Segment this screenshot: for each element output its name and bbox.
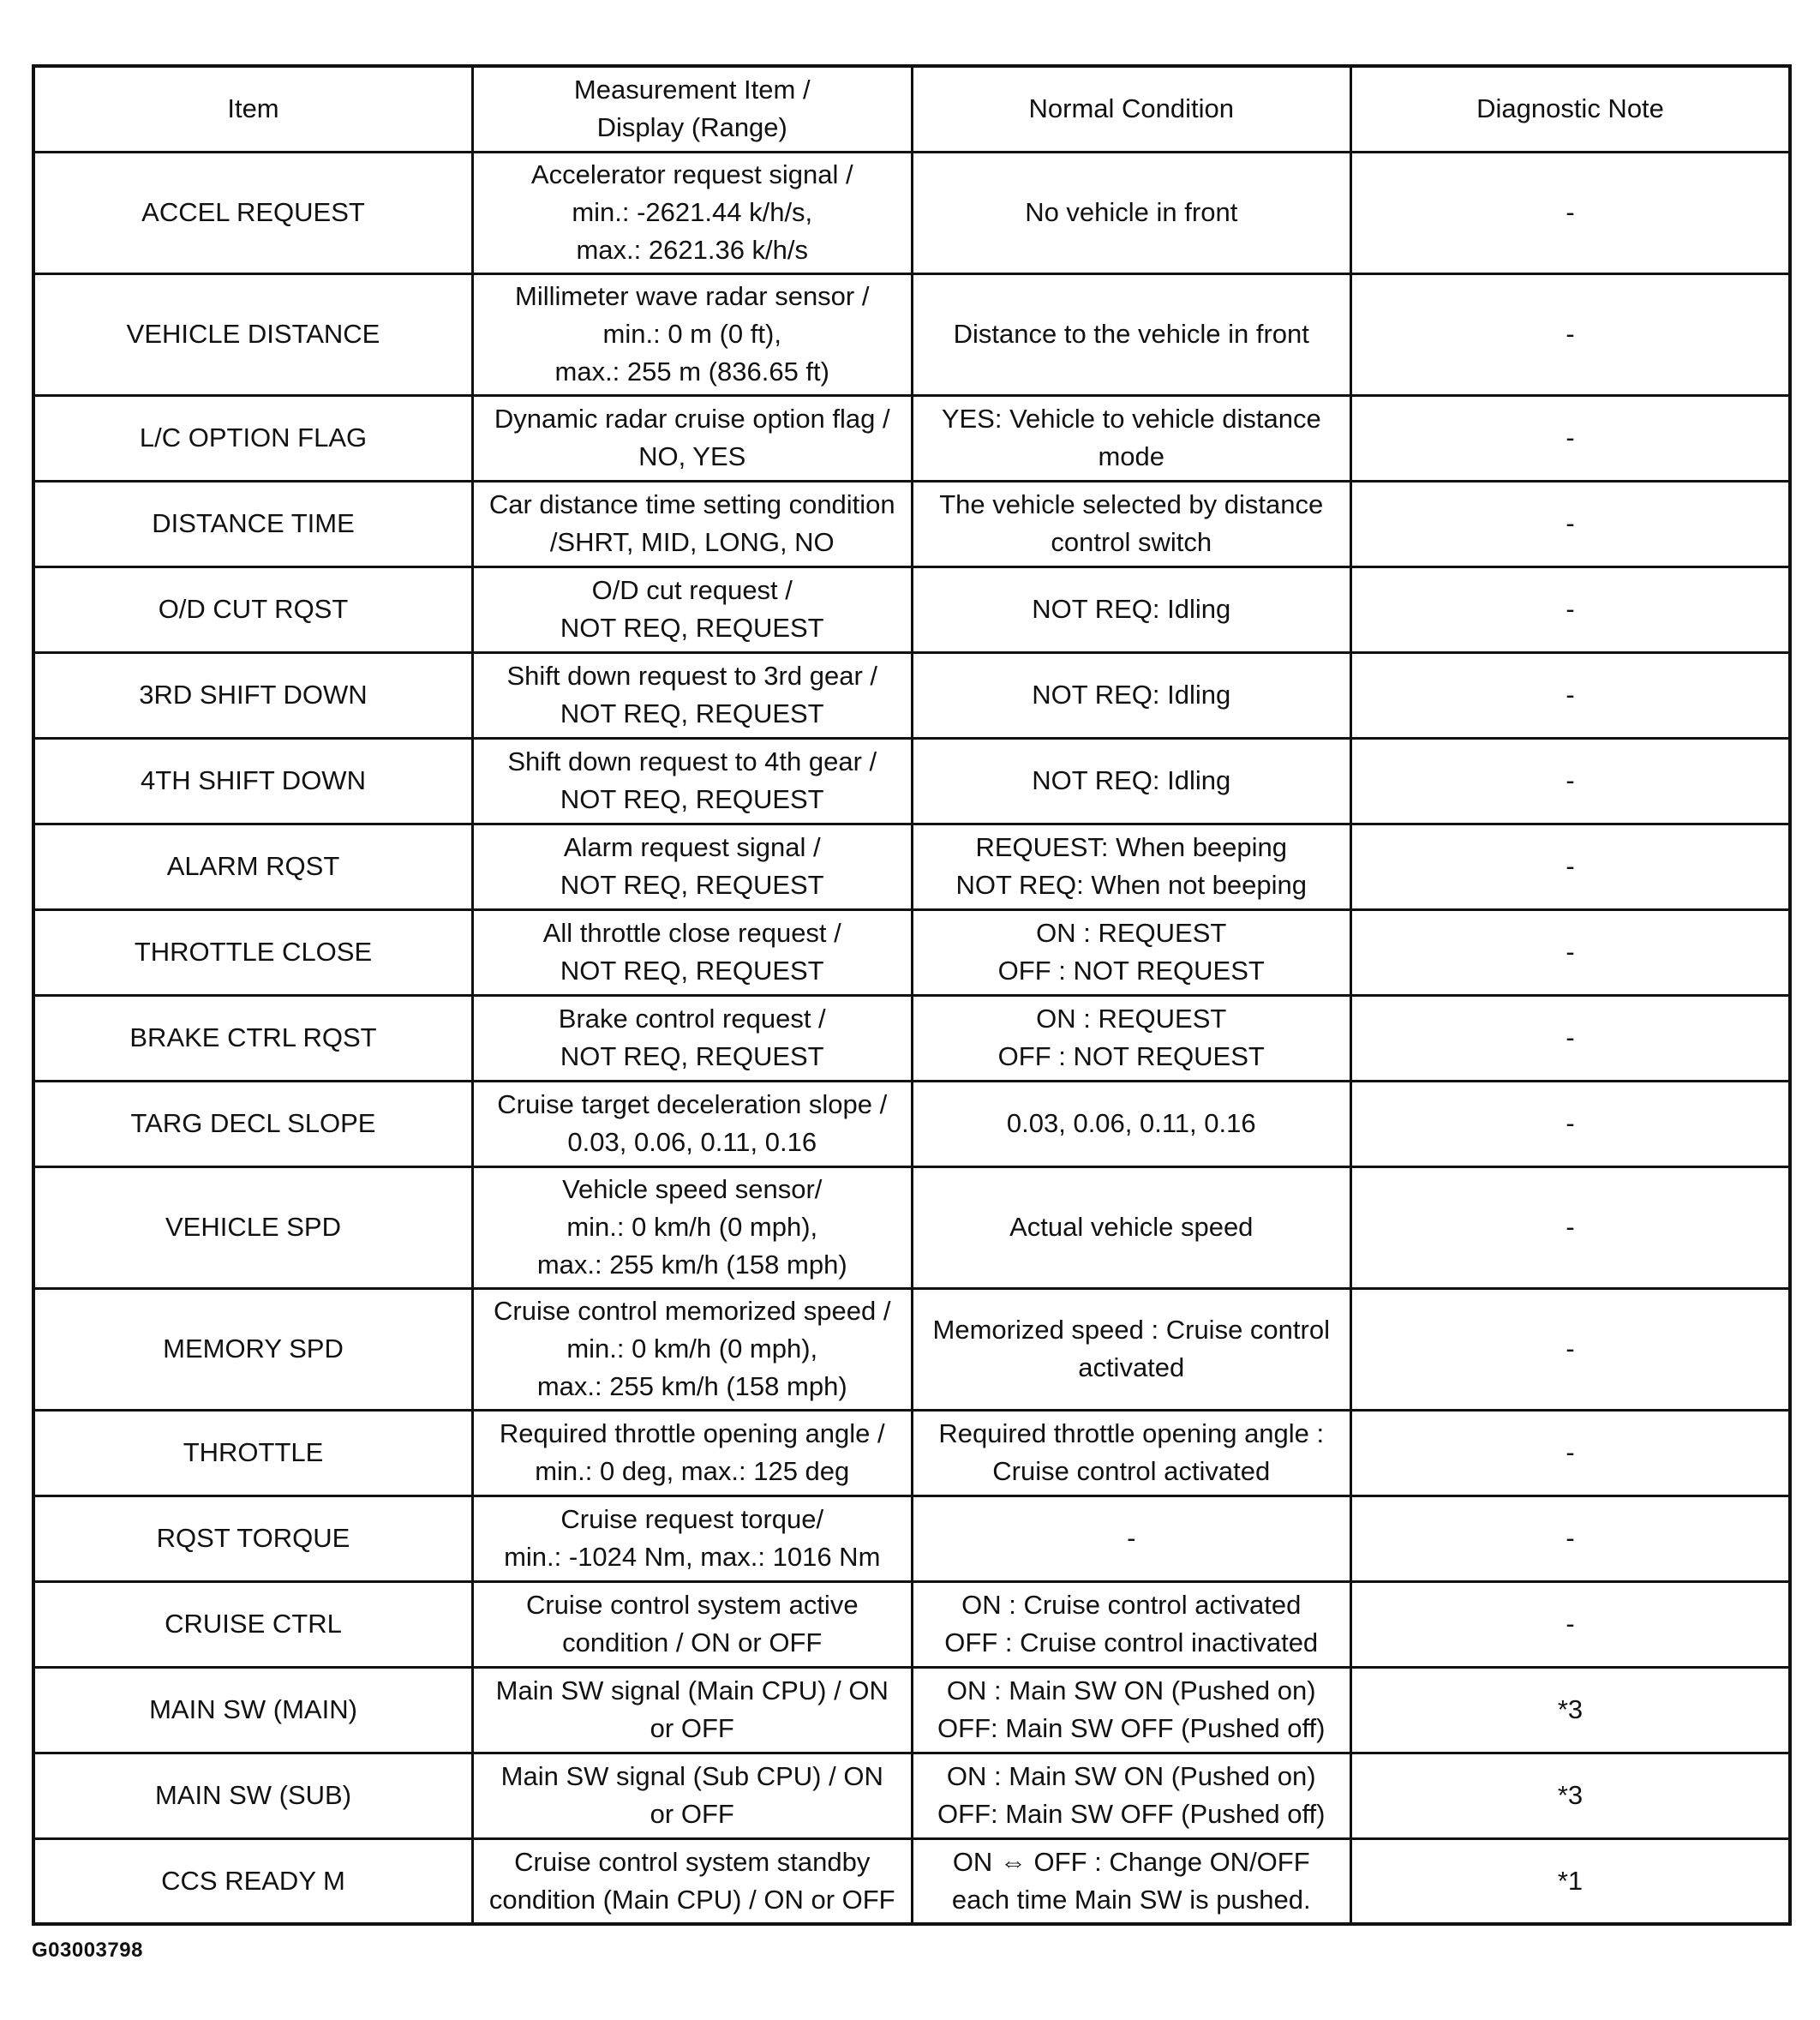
table-row [33, 1496, 1790, 1581]
cell-item: RQST TORQUE [33, 1496, 473, 1581]
cell-normal-condition: ON : Main SW ON (Pushed on) OFF: Main SW OFF (Pushed off) [912, 1667, 1351, 1753]
cell-measurement: Main SW signal (Sub CPU) / ON or OFF [473, 1753, 913, 1838]
header-diagnostic-note: Diagnostic Note [1351, 66, 1791, 152]
table-row [33, 1410, 1790, 1496]
cell-measurement: Cruise control system active condition / ON or OFF [473, 1581, 913, 1667]
cell-item: MAIN SW (MAIN) [33, 1667, 473, 1753]
cell-normal-condition: Distance to the vehicle in front [912, 273, 1351, 395]
cell-normal-condition: ON : REQUEST OFF : NOT REQUEST [912, 909, 1351, 995]
table-row [33, 1838, 1790, 1924]
cell-normal-condition: Required throttle opening angle : Cruise control activated [912, 1410, 1351, 1496]
cell-diagnostic-note: - [1351, 566, 1791, 652]
cell-diagnostic-note: - [1351, 824, 1791, 909]
cell-diagnostic-note: - [1351, 395, 1791, 481]
table-row [33, 1581, 1790, 1667]
header-normal-condition: Normal Condition [912, 66, 1351, 152]
header-measurement: Measurement Item / Display (Range) [473, 66, 913, 152]
cell-normal-condition: The vehicle selected by distance control switch [912, 481, 1351, 566]
cell-item: 4TH SHIFT DOWN [33, 738, 473, 824]
cell-diagnostic-note: *3 [1351, 1667, 1791, 1753]
cell-item: CRUISE CTRL [33, 1581, 473, 1667]
cell-normal-condition: REQUEST: When beeping NOT REQ: When not beeping [912, 824, 1351, 909]
cell-measurement: Brake control request / NOT REQ, REQUEST [473, 995, 913, 1081]
cell-item: ALARM RQST [33, 824, 473, 909]
cell-measurement: Main SW signal (Main CPU) / ON or OFF [473, 1667, 913, 1753]
cell-diagnostic-note: *3 [1351, 1753, 1791, 1838]
table-row [33, 1667, 1790, 1753]
cell-measurement: O/D cut request / NOT REQ, REQUEST [473, 566, 913, 652]
cell-normal-condition: 0.03, 0.06, 0.11, 0.16 [912, 1081, 1351, 1166]
cell-measurement: Accelerator request signal / min.: -2621.44 k/h/s, max.: 2621.36 k/h/s [473, 152, 913, 273]
cell-measurement: Cruise target deceleration slope / 0.03, 0.06, 0.11, 0.16 [473, 1081, 913, 1166]
table-row [33, 1753, 1790, 1838]
data-list-table [32, 64, 1792, 1926]
diagnostic-table-sheet [32, 64, 1792, 1926]
header-row [33, 66, 1790, 152]
table-row [33, 566, 1790, 652]
figure-id-label: G03003798 [32, 1939, 143, 1962]
table-row [33, 909, 1790, 995]
cell-measurement: Shift down request to 3rd gear / NOT REQ, REQUEST [473, 652, 913, 738]
cell-item: O/D CUT RQST [33, 566, 473, 652]
cell-item: 3RD SHIFT DOWN [33, 652, 473, 738]
cell-item: THROTTLE [33, 1410, 473, 1496]
cell-normal-condition: Actual vehicle speed [912, 1166, 1351, 1288]
cell-item: TARG DECL SLOPE [33, 1081, 473, 1166]
table-row [33, 1166, 1790, 1288]
cell-normal-condition: ON : Cruise control activated OFF : Cruise control inactivated [912, 1581, 1351, 1667]
cell-item: ACCEL REQUEST [33, 152, 473, 273]
table-row [33, 652, 1790, 738]
table-row [33, 1288, 1790, 1410]
cell-diagnostic-note: - [1351, 1581, 1791, 1667]
cell-diagnostic-note: - [1351, 909, 1791, 995]
table-row [33, 152, 1790, 273]
table-row [33, 738, 1790, 824]
cell-measurement: Vehicle speed sensor/ min.: 0 km/h (0 mph), max.: 255 km/h (158 mph) [473, 1166, 913, 1288]
table-row [33, 273, 1790, 395]
table-row [33, 395, 1790, 481]
table-body [33, 152, 1790, 1924]
table-header [33, 66, 1790, 152]
table-row [33, 824, 1790, 909]
cell-measurement: Cruise control memorized speed / min.: 0 km/h (0 mph), max.: 255 km/h (158 mph) [473, 1288, 913, 1410]
cell-measurement: Alarm request signal / NOT REQ, REQUEST [473, 824, 913, 909]
cell-diagnostic-note: - [1351, 1166, 1791, 1288]
cell-diagnostic-note: - [1351, 652, 1791, 738]
cell-item: CCS READY M [33, 1838, 473, 1924]
cell-diagnostic-note: - [1351, 273, 1791, 395]
cell-item: MAIN SW (SUB) [33, 1753, 473, 1838]
header-item: Item [33, 66, 473, 152]
cell-normal-condition: - [912, 1496, 1351, 1581]
cell-measurement: Car distance time setting condition /SHRT, MID, LONG, NO [473, 481, 913, 566]
cell-diagnostic-note: *1 [1351, 1838, 1791, 1924]
cell-item: THROTTLE CLOSE [33, 909, 473, 995]
table-row [33, 995, 1790, 1081]
cell-normal-condition: YES: Vehicle to vehicle distance mode [912, 395, 1351, 481]
cell-diagnostic-note: - [1351, 738, 1791, 824]
cell-diagnostic-note: - [1351, 481, 1791, 566]
cell-item: VEHICLE SPD [33, 1166, 473, 1288]
cell-normal-condition: ON ⇔ OFF : Change ON/OFF each time Main SW is pushed. [912, 1838, 1351, 1924]
cell-diagnostic-note: - [1351, 1288, 1791, 1410]
cell-item: BRAKE CTRL RQST [33, 995, 473, 1081]
cell-item: MEMORY SPD [33, 1288, 473, 1410]
cell-item: VEHICLE DISTANCE [33, 273, 473, 395]
cell-measurement: Millimeter wave radar sensor / min.: 0 m (0 ft), max.: 255 m (836.65 ft) [473, 273, 913, 395]
cell-item: L/C OPTION FLAG [33, 395, 473, 481]
table-row [33, 481, 1790, 566]
cell-measurement: Dynamic radar cruise option flag / NO, YES [473, 395, 913, 481]
cell-measurement: All throttle close request / NOT REQ, REQUEST [473, 909, 913, 995]
cell-diagnostic-note: - [1351, 995, 1791, 1081]
cell-measurement: Shift down request to 4th gear / NOT REQ, REQUEST [473, 738, 913, 824]
cell-diagnostic-note: - [1351, 1496, 1791, 1581]
cell-measurement: Cruise request torque/ min.: -1024 Nm, max.: 1016 Nm [473, 1496, 913, 1581]
cell-item: DISTANCE TIME [33, 481, 473, 566]
cell-normal-condition: NOT REQ: Idling [912, 566, 1351, 652]
cell-normal-condition: No vehicle in front [912, 152, 1351, 273]
cell-measurement: Required throttle opening angle / min.: 0 deg, max.: 125 deg [473, 1410, 913, 1496]
cell-normal-condition: NOT REQ: Idling [912, 738, 1351, 824]
cell-measurement: Cruise control system standby condition (Main CPU) / ON or OFF [473, 1838, 913, 1924]
cell-diagnostic-note: - [1351, 1081, 1791, 1166]
cell-normal-condition: ON : REQUEST OFF : NOT REQUEST [912, 995, 1351, 1081]
cell-normal-condition: Memorized speed : Cruise control activated [912, 1288, 1351, 1410]
cell-normal-condition: ON : Main SW ON (Pushed on) OFF: Main SW OFF (Pushed off) [912, 1753, 1351, 1838]
cell-normal-condition: NOT REQ: Idling [912, 652, 1351, 738]
table-row [33, 1081, 1790, 1166]
cell-diagnostic-note: - [1351, 152, 1791, 273]
cell-diagnostic-note: - [1351, 1410, 1791, 1496]
